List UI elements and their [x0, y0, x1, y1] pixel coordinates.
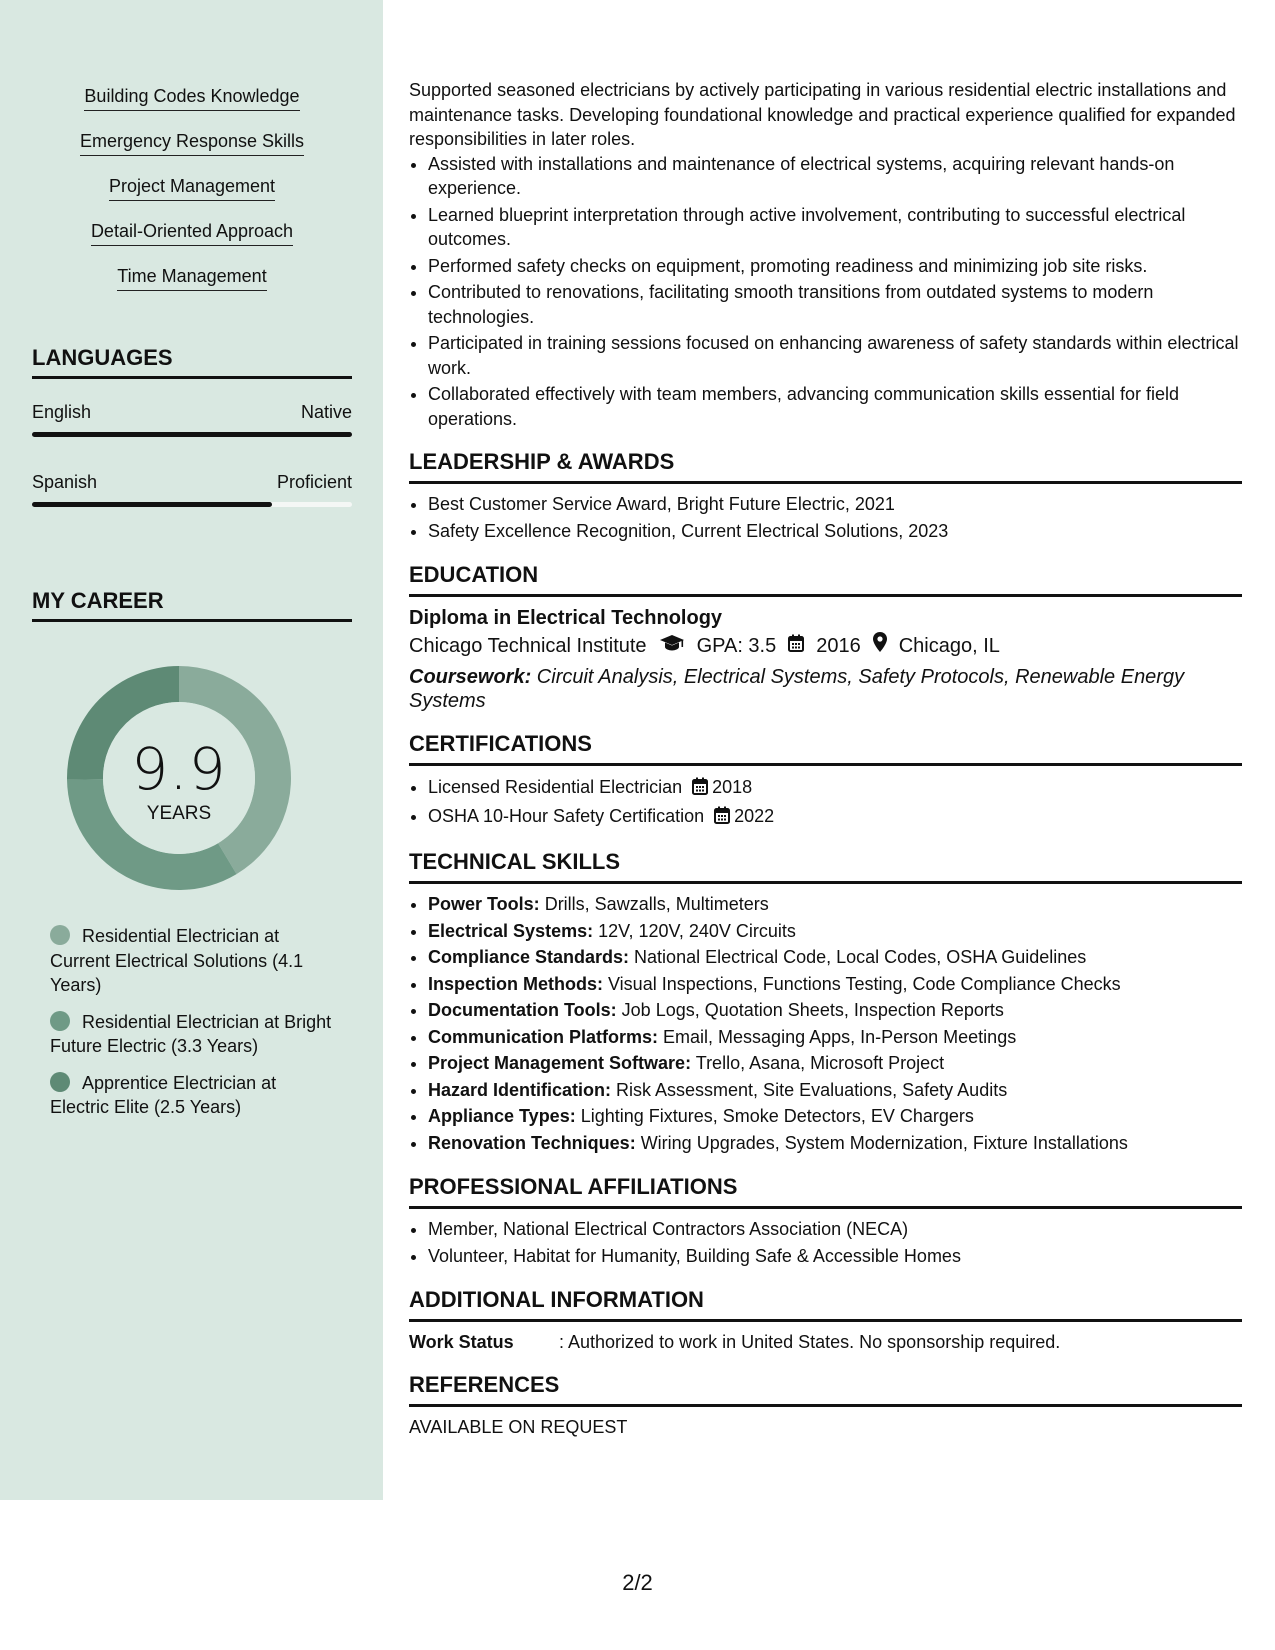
- calendar-icon: [714, 805, 730, 832]
- legend-dot-icon: [50, 1011, 70, 1031]
- list-item: • Safety Excellence Recognition, Current Electrical Solutions, 2023: [428, 519, 1242, 545]
- sidebar: [0, 0, 383, 1500]
- list-item: • Licensed Residential Electrician 2018: [428, 774, 1242, 803]
- list-item: • Inspection Methods: Visual Inspections, Functions Testing, Code Compliance Checks: [428, 972, 1242, 998]
- awards-heading: LEADERSHIP & AWARDS: [409, 449, 1242, 484]
- references-text: AVAILABLE ON REQUEST: [409, 1417, 628, 1437]
- language-name: English: [32, 402, 92, 422]
- education-coursework: Coursework: Circuit Analysis, Electrical Systems, Safety Protocols, Renewable Energy Systems: [409, 666, 1185, 712]
- legend-dot-icon: [50, 925, 70, 945]
- list-item: • Power Tools: Drills, Sawzalls, Multimeters: [428, 892, 1242, 918]
- additional-info-heading: ADDITIONAL INFORMATION: [409, 1287, 1242, 1322]
- skill-item: Time Management: [32, 266, 352, 311]
- list-item: • Participated in training sessions focused on enhancing awareness of safety standards within electrical work.: [428, 331, 1242, 380]
- calendar-icon: [692, 776, 708, 803]
- language-bar-fill: [32, 432, 352, 437]
- list-item: • Collaborated effectively with team members, advancing communication skills essential for field operations.: [428, 382, 1242, 431]
- career-item: Apprentice Electrician at Electric Elite (2.5 Years): [50, 1072, 277, 1117]
- experience-summary: Supported seasoned electricians by actively participating in various residential electric installations and maintenance tasks. Developing foundational knowledge and practical experience qualified for expanded responsibilities in later roles.: [409, 80, 1236, 149]
- language-bar: [32, 432, 352, 437]
- affiliations-list: [409, 1217, 1242, 1269]
- career-legend: [50, 924, 340, 1132]
- list-item: • Documentation Tools: Job Logs, Quotation Sheets, Inspection Reports: [428, 998, 1242, 1024]
- page-number: 2/2: [622, 1570, 653, 1595]
- calendar-icon: [788, 631, 804, 661]
- list-item: • OSHA 10-Hour Safety Certification 2022: [428, 803, 1242, 832]
- references-heading: REFERENCES: [409, 1372, 1242, 1407]
- career-unit: YEARS: [146, 803, 212, 824]
- language-bar-fill: [32, 502, 272, 507]
- career-item: Residential Electrician at Bright Future Electric (3.3 Years): [50, 1011, 332, 1056]
- legend-dot-icon: [50, 1072, 70, 1092]
- list-item: • Renovation Techniques: Wiring Upgrades, System Modernization, Fixture Installations: [428, 1131, 1242, 1157]
- list-item: • Compliance Standards: National Electrical Code, Local Codes, OSHA Guidelines: [428, 945, 1242, 971]
- education-gpa: GPA: 3.5: [696, 635, 777, 657]
- technical-skills-list: [409, 892, 1242, 1156]
- education-degree: Diploma in Electrical Technology: [409, 607, 723, 629]
- list-item: • Best Customer Service Award, Bright Future Electric, 2021: [428, 492, 1242, 518]
- language-name: Spanish: [32, 472, 98, 492]
- list-item: • Electrical Systems: 12V, 120V, 240V Circuits: [428, 919, 1242, 945]
- affiliations-heading: PROFESSIONAL AFFILIATIONS: [409, 1174, 1242, 1209]
- technical-skills-heading: TECHNICAL SKILLS: [409, 849, 1242, 884]
- language-bar: [32, 502, 352, 507]
- list-item: • Hazard Identification: Risk Assessment, Site Evaluations, Safety Audits: [428, 1078, 1242, 1104]
- main-content: [409, 78, 1242, 1440]
- list-item: • Contributed to renovations, facilitating smooth transitions from outdated systems to modern technologies.: [428, 280, 1242, 329]
- list-item: • Learned blueprint interpretation through active involvement, contributing to successful electrical outcomes.: [428, 203, 1242, 252]
- list-item: • Performed safety checks on equipment, promoting readiness and minimizing job site risks.: [428, 254, 1242, 279]
- awards-list: [409, 492, 1242, 544]
- languages-heading: LANGUAGES: [32, 345, 352, 379]
- education-heading: EDUCATION: [409, 562, 1242, 597]
- education-meta: [409, 631, 1242, 661]
- skill-item: Detail-Oriented Approach: [32, 221, 352, 266]
- certifications-list: [409, 774, 1242, 831]
- education-year: 2016: [816, 635, 861, 657]
- skill-item: Project Management: [32, 176, 352, 221]
- career-donut: [66, 665, 292, 891]
- list-item: • Member, National Electrical Contractors Association (NECA): [428, 1217, 1242, 1243]
- list-item: • Assisted with installations and maintenance of electrical systems, acquiring relevant hands-on experience.: [428, 152, 1242, 201]
- work-status: [409, 1330, 1242, 1354]
- skill-item: Emergency Response Skills: [32, 131, 352, 176]
- list-item: • Volunteer, Habitat for Humanity, Building Safe & Accessible Homes: [428, 1244, 1242, 1270]
- skill-item: Building Codes Knowledge: [32, 86, 352, 131]
- list-item: • Appliance Types: Lighting Fixtures, Smoke Detectors, EV Chargers: [428, 1104, 1242, 1130]
- language-spanish: [32, 472, 352, 507]
- work-status-label: Work Status: [409, 1332, 514, 1352]
- language-level: Native: [300, 402, 352, 422]
- education-school: Chicago Technical Institute: [409, 635, 647, 657]
- career-total: 9.9: [131, 735, 227, 803]
- language-level: Proficient: [276, 472, 352, 492]
- list-item: • Communication Platforms: Email, Messaging Apps, In-Person Meetings: [428, 1025, 1242, 1051]
- career-heading: MY CAREER: [32, 588, 352, 622]
- education-location: Chicago, IL: [898, 635, 1000, 657]
- language-english: [32, 402, 352, 437]
- work-status-value: : Authorized to work in United States. No sponsorship required.: [559, 1332, 1061, 1352]
- career-item: Residential Electrician at Current Electrical Solutions (4.1 Years): [50, 926, 304, 995]
- location-pin-icon: [873, 631, 887, 661]
- skills-list: [32, 86, 352, 311]
- graduation-cap-icon: [659, 631, 685, 661]
- certifications-heading: CERTIFICATIONS: [409, 731, 1242, 766]
- list-item: • Project Management Software: Trello, Asana, Microsoft Project: [428, 1051, 1242, 1077]
- experience-bullets: [409, 152, 1242, 432]
